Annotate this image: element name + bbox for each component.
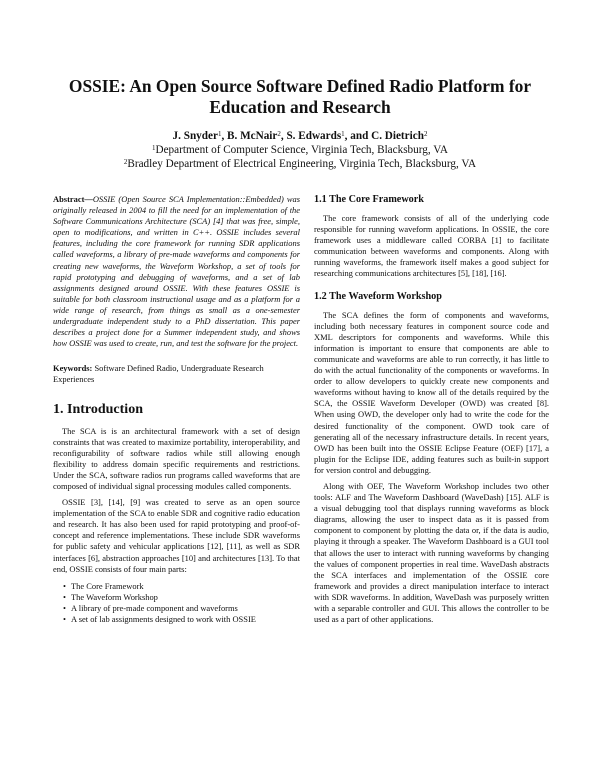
abstract-label: Abstract— — [53, 194, 93, 204]
waveform-workshop-paragraph-1: The SCA defines the form of components and waveforms, including both necessary features in component source code and XML descriptors for components and waveforms. While this information is important to ensure that components are able to communicate and waveforms are able to run correctly, it has little to do with the actual functionality of the components or waveforms. In order to allow developers to quickly create new components and waveforms without having to know all of the details required by the SCA, the OSSIE Waveform Developer (OWD) was created [8]. When using OWD, the developer only had to write the code for the desired functionality of the component. OWD took care of generating all of the necessary infrastructure details. In recent years, OWD has been built into the OSSIE Eclipse Feature (OEF) [17], a plugin for the Eclipse IDE, adding features such as built-in support for version control and debugging. — [314, 309, 549, 475]
section-heading-core-framework: 1.1 The Core Framework — [314, 194, 424, 205]
left-column — [53, 194, 300, 625]
author-names: J. Snyder$^1$, B. McNair$^2$, S. Edwards$^1$, and C. Dietrich$^2$ — [172, 130, 428, 142]
keywords-text: Software Defined Radio, Undergraduate Research Experiences — [53, 363, 264, 385]
list-item: • The Core Framework — [63, 581, 300, 592]
affiliation-1 — [40, 143, 560, 157]
author-affiliation-mark: 2 — [277, 130, 281, 138]
author-block — [40, 129, 560, 171]
waveform-workshop-paragraph-2: Along with OEF, The Waveform Workshop includes two other tools: ALF and The Waveform Dashboard (WaveDash) [15]. ALF is a visual debugging tool that displays running waveforms as block diagrams, allowing the user to inspect data as it is passed from component to component by plotting the data or, if the data is audio, playing it through a speaker. The Waveform Dashboard is a GUI tool that allows the user to interact with running waveforms by changing the values of component properties in real time. WaveDash abstracts the SCA interfaces and implementation of the OSSIE core framework and provides a direct manipulation interface to interact with SDR waveforms. In addition, WaveDash was purposely written with a separable controller and GUI. This allows the controller to be used as a part of other applications. — [314, 480, 549, 625]
affiliation-2 — [40, 157, 560, 171]
list-item: • The Waveform Workshop — [63, 592, 300, 603]
author-name: B. McNair — [227, 130, 278, 142]
author-name: C. Dietrich — [371, 130, 424, 142]
abstract — [53, 194, 300, 349]
section-heading-waveform-workshop: 1.2 The Waveform Workshop — [314, 290, 442, 302]
author-affiliation-mark: 2 — [423, 130, 428, 138]
keywords-label: Keywords: — [53, 363, 93, 374]
intro-paragraph-1: The SCA is is an architectural framework with a set of design constraints that was created to maximize portability, interoperability, and reconfigurability of software radios while still allowing enough flexibility to address domain specific requirements and restrictions. Under the SCA, software radios run programs called waveforms that are composed of individual signal processing modules called components. — [53, 425, 300, 491]
intro-paragraph-2: OSSIE [3], [14], [9] was created to serve as an open source implementation of the SCA to enable SDR and cognitive radio education and research. It has also been used for rapid prototyping and proof-of-concept and reference implementations. These include SDR waveforms for public safety and vehicular applications [12], [11], as well as SDR interfaces [6], abstraction approaches [10] and architectures [13]. To that end, OSSIE consists of four main parts: — [53, 497, 300, 574]
author-name: J. Snyder — [172, 130, 218, 142]
abstract-text: OSSIE (Open Source SCA Implementation::Embedded) was originally released in 2004 to fill the need for an implementation of the Software Communications Architecture (SCA) [4] that was free, simple, open to modifications, and written in C++. OSSIE includes several features, including the core framework for running SDR applications called waveforms, a library of pre-made waveforms and components for creating new waveforms, the Waveform Workshop, a set of tools for rapid prototyping and debugging of waveforms, and a set of lab assignments designed around OSSIE. With these features OSSIE is suitable for both classroom instructional usage and as a platform for a wide range of research, from things as small as a one-semester undergraduate independent study to a PhD dissertation. This paper describes a project done for a Summer independent study, and shows how OSSIE was used to create, run, and test the software for the project. — [53, 194, 300, 349]
author-affiliation-mark: 1 — [341, 130, 345, 138]
intro-bullet-list — [53, 581, 300, 625]
list-item: • A library of pre-made component and waveforms — [63, 603, 300, 614]
author-affiliation-mark: 1 — [217, 130, 222, 138]
affiliation-1-text: Department of Computer Science, Virginia Tech, Blacksburg, VA — [155, 144, 448, 156]
affiliation-2-mark: 2 — [123, 158, 128, 166]
section-heading-introduction: 1. Introduction — [53, 401, 143, 417]
core-framework-paragraph: The core framework consists of all of the underlying code responsible for running waveform applications. In OSSIE, the core framework uses a middleware called CORBA [1] to facilitate communication between waveforms and components. Along with running waveforms, the framework itself makes a good subject for researching communications architectures [5], [18], [16]. — [314, 213, 549, 279]
right-column — [314, 194, 549, 625]
keywords — [53, 363, 300, 385]
affiliation-1-mark: 1 — [152, 144, 156, 152]
paper-title: OSSIE: An Open Source Software Defined Radio Platform for Education and Research — [68, 76, 532, 117]
list-item: • A set of lab assignments designed to work with OSSIE — [63, 614, 300, 625]
affiliation-2-text: Bradley Department of Electrical Engineering, Virginia Tech, Blacksburg, VA — [127, 158, 477, 170]
author-name: S. Edwards — [286, 130, 342, 142]
